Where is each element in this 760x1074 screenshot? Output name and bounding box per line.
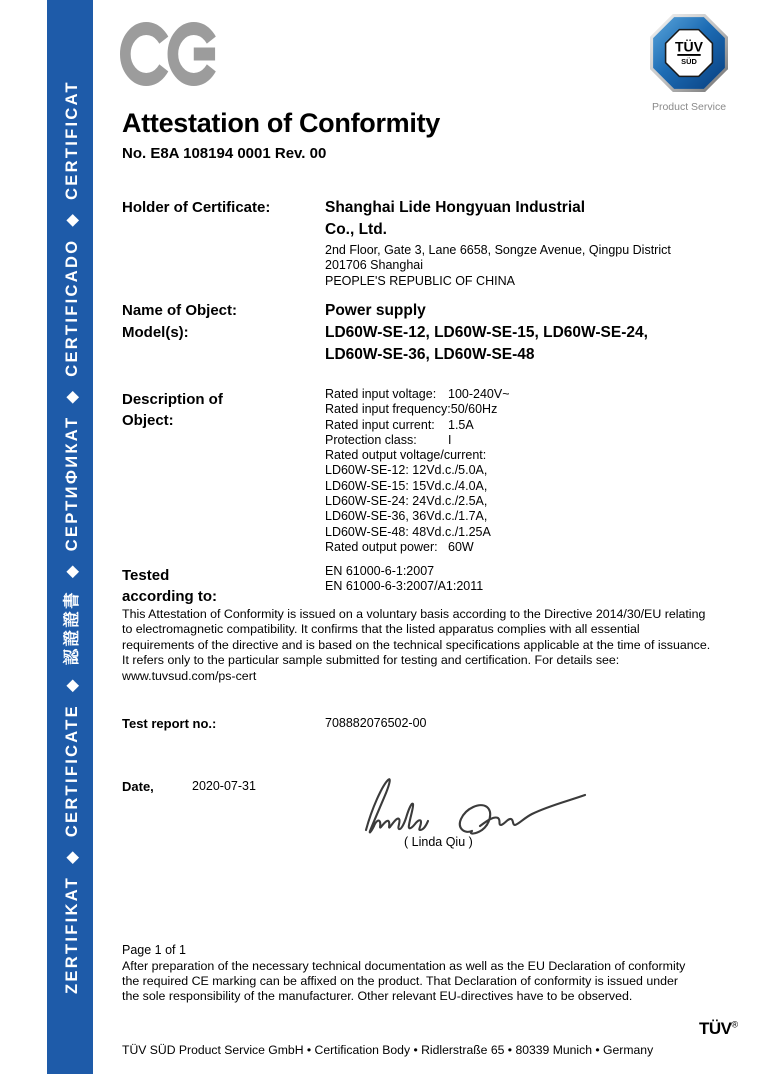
footer-note: After preparation of the necessary technical documentation as well as the EU Declaration of conformity the required CE marking can be affixed on the product. That Declaration of conformity is issued under the sole responsibility of the manufacturer. Other relevant EU-directives have to be observed. [122, 959, 686, 1004]
description-key: Protection class: [325, 432, 417, 447]
holder-name-line1: Shanghai Lide Hongyuan Industrial [325, 199, 586, 216]
description-key: LD60W-SE-36, 36Vd.c./1.7A, [325, 509, 488, 524]
description-row [325, 494, 510, 509]
description-label [122, 389, 223, 431]
description-key: Rated input frequency: [325, 402, 451, 417]
description-key: LD60W-SE-48: 48Vd.c./1.25A [325, 524, 491, 539]
description-key: Rated output power: [325, 539, 438, 554]
description-key: Rated output voltage/current: [325, 448, 487, 463]
description-key: LD60W-SE-24: 24Vd.c./2.5A, [325, 494, 488, 509]
description-value: 1.5A [448, 417, 474, 432]
description-row [325, 402, 510, 417]
description-label-line2: Object: [122, 412, 174, 429]
description-row [325, 509, 510, 524]
page-title: Attestation of Conformity [122, 108, 440, 138]
standard-line2: EN 61000-6-3:2007/A1:2011 [325, 579, 484, 594]
date-value: 2020-07-31 [192, 779, 256, 793]
description-row [325, 387, 510, 402]
page-number: Page 1 of 1 [122, 943, 186, 957]
holder-address-line1: 2nd Floor, Gate 3, Lane 6658, Songze Avenue, Qingpu District [325, 243, 671, 257]
description-key: Rated input voltage: [325, 387, 437, 401]
object-name-value: Power supply [325, 302, 426, 319]
ce-mark-icon [120, 22, 220, 91]
sidebar-bar [47, 0, 93, 1074]
holder-address-line3: PEOPLE'S REPUBLIC OF CHINA [325, 273, 515, 288]
tested-label [122, 565, 217, 607]
logo-sud-text: SÜD [681, 56, 697, 66]
object-name-label: Name of Object: [122, 302, 238, 319]
description-row [325, 479, 510, 494]
holder-name-line2: Co., Ltd. [325, 220, 387, 238]
description-value: 100-240V~ [448, 387, 510, 401]
date-label: Date, [122, 779, 154, 794]
description-key: Rated input current: [325, 417, 435, 432]
description-value: 60W [448, 539, 474, 554]
logo-caption: Product Service [651, 101, 727, 113]
signature-name: ( Linda Qiu ) [404, 835, 473, 849]
models-value [325, 322, 648, 365]
attestation-statement: This Attestation of Conformity is issued on a voluntary basis according to the Directive 2014/30/EU relating to electromagnetic compatibility. It confirms that the listed apparatus complies with all essential requirements of the directive and is based on the technical specifications applicable at the time of issuance. It refers only to the particular sample submitted for testing and certification. For details see: www.tuvsud.com/ps-cert [122, 607, 711, 683]
tested-label-line1: Tested [122, 567, 170, 584]
holder-label: Holder of Certificate: [122, 199, 271, 216]
tuv-sud-octagon-icon [650, 14, 728, 92]
tuv-wordmark [699, 1019, 738, 1039]
description-row [325, 525, 510, 540]
description-key: LD60W-SE-12: 12Vd.c./5.0A, [325, 463, 488, 478]
test-report-label: Test report no.: [122, 716, 217, 731]
description-row [325, 418, 510, 433]
tuv-sud-logo [649, 14, 729, 113]
certificate-number: No. E8A 108194 0001 Rev. 00 [122, 145, 327, 162]
logo-tuv-text: TÜV [674, 38, 704, 55]
description-value: 50/60Hz [450, 402, 498, 417]
tested-standards [325, 564, 483, 595]
models-line2: LD60W-SE-36, LD60W-SE-48 [325, 345, 535, 363]
signature-icon [352, 774, 597, 845]
holder-value [325, 197, 671, 289]
description-label-line1: Description of [122, 391, 223, 408]
registered-mark: ® [731, 1019, 738, 1030]
models-line1: LD60W-SE-12, LD60W-SE-15, LD60W-SE-24, [325, 324, 648, 341]
description-row [325, 540, 510, 555]
description-key: LD60W-SE-15: 15Vd.c./4.0A, [325, 478, 488, 493]
test-report-value: 708882076502-00 [325, 716, 427, 730]
tuv-wordmark-text: TÜV [699, 1019, 732, 1038]
description-row [325, 448, 510, 463]
company-address-line: TÜV SÜD Product Service GmbH • Certification Body • Ridlerstraße 65 • 80339 Munich • Germany [122, 1043, 654, 1057]
standard-line1: EN 61000-6-1:2007 [325, 564, 435, 578]
description-value: I [448, 432, 452, 447]
models-label: Model(s): [122, 324, 189, 341]
tested-label-line2: according to: [122, 588, 218, 605]
description-row [325, 433, 510, 448]
description-values [325, 387, 510, 555]
holder-address-line2: 201706 Shanghai [325, 258, 424, 273]
sidebar-multilingual-text: ZERTIFIKAT ◆ CERTIFICATE ◆ 認證證書 ◆ СЕРТИФИКАТ ◆ CERTIFICADO ◆ CERTIFICAT [63, 80, 81, 994]
description-row [325, 463, 510, 478]
